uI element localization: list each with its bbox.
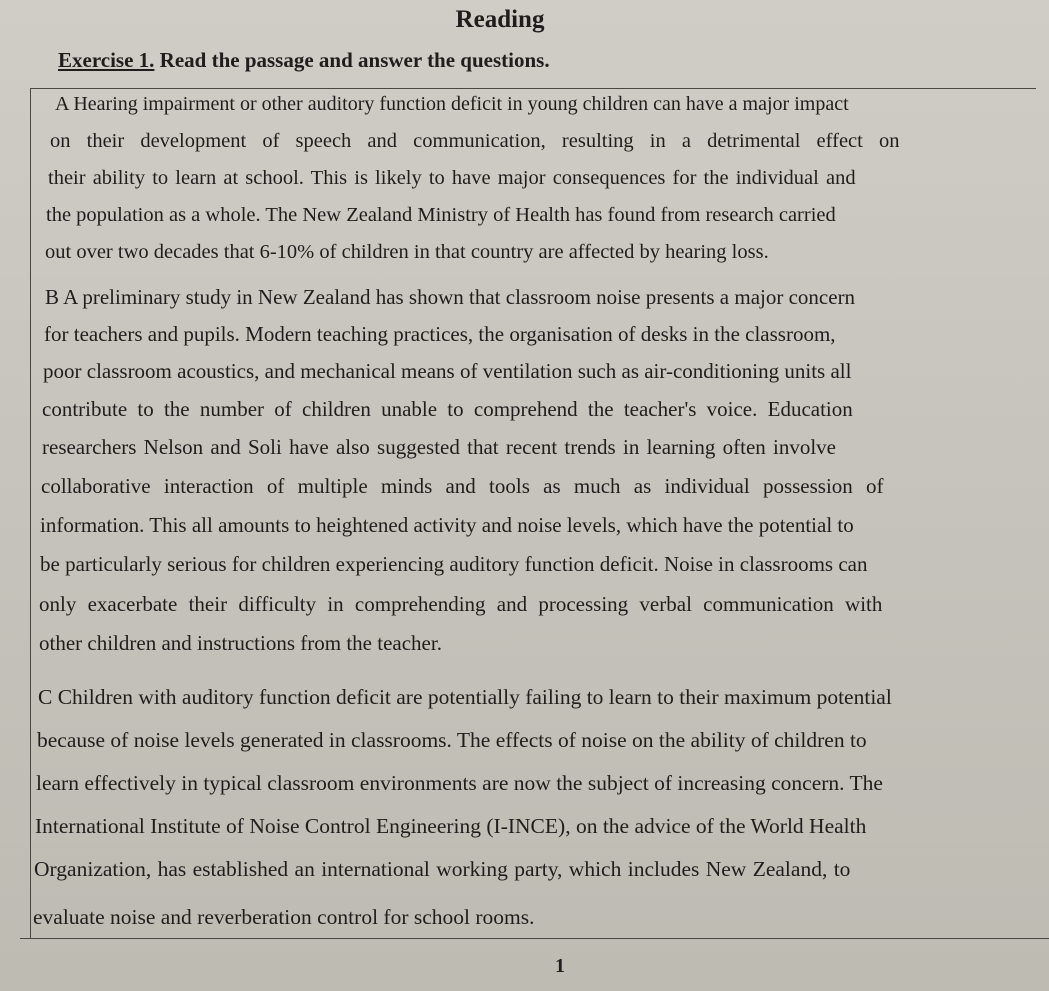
page-title: Reading xyxy=(455,6,545,33)
passage-line: Organization, has established an international working party, which includes New Zealand, to xyxy=(34,857,851,881)
passage-line: researchers Nelson and Soli have also suggested that recent trends in learning often involve xyxy=(42,435,837,459)
passage-line: on their development of speech and communication, resulting in a detrimental effect on xyxy=(50,130,900,152)
passage-line: other children and instructions from the teacher. xyxy=(39,631,442,655)
exercise-label: Exercise 1. xyxy=(58,48,155,72)
passage-line: International Institute of Noise Control Engineering (I-INCE), on the advice of the World Health xyxy=(35,814,867,838)
passage-line: their ability to learn at school. This is likely to have major consequences for the individual and xyxy=(48,167,856,189)
passage-line: out over two decades that 6-10% of children in that country are affected by hearing loss. xyxy=(45,241,769,263)
passage-line: information. This all amounts to heightened activity and noise levels, which have the potential to xyxy=(40,513,854,537)
passage-line: the population as a whole. The New Zealand Ministry of Health has found from research carried xyxy=(46,204,836,226)
passage-line: collaborative interaction of multiple minds and tools as much as individual possession of xyxy=(41,474,884,498)
passage-line: contribute to the number of children unable to comprehend the teacher's voice. Education xyxy=(42,397,853,421)
passage-line: be particularly serious for children experiencing auditory function deficit. Noise in classrooms can xyxy=(40,552,868,576)
page-number: 1 xyxy=(555,955,565,977)
passage-line: because of noise levels generated in classrooms. The effects of noise on the ability of children to xyxy=(37,728,867,752)
passage-line: evaluate noise and reverberation control for school rooms. xyxy=(33,905,535,929)
exercise-heading xyxy=(58,48,758,73)
passage-line: poor classroom acoustics, and mechanical means of ventilation such as air-conditioning units all xyxy=(43,359,852,383)
passage-line: A Hearing impairment or other auditory function deficit in young children can have a major impact xyxy=(55,93,849,115)
passage-line: for teachers and pupils. Modern teaching practices, the organisation of desks in the classroom, xyxy=(44,322,836,346)
passage-line: learn effectively in typical classroom environments are now the subject of increasing concern. The xyxy=(36,771,883,795)
exercise-instruction: Read the passage and answer the questions. xyxy=(154,48,550,72)
passage-line: C Children with auditory function deficit are potentially failing to learn to their maximum potential xyxy=(38,685,892,709)
bottom-rule xyxy=(20,938,1049,939)
passage-line: only exacerbate their difficulty in comprehending and processing verbal communication with xyxy=(39,592,883,616)
passage-line: B A preliminary study in New Zealand has shown that classroom noise presents a major concern xyxy=(45,285,856,309)
